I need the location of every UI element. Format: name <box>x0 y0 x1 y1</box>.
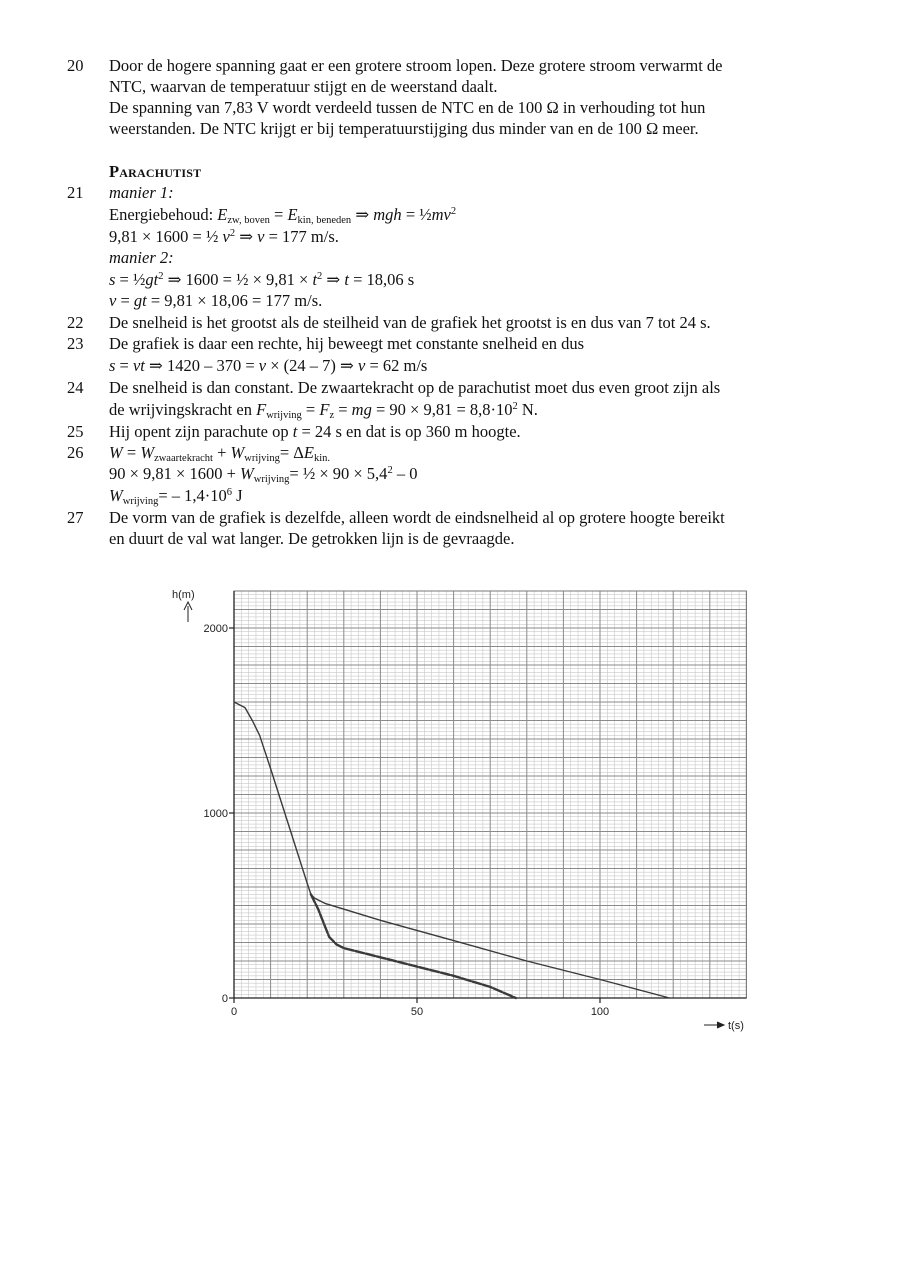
q24-number: 24 <box>67 378 84 397</box>
height-time-graph <box>166 582 762 1034</box>
q20-number: 20 <box>67 56 84 75</box>
x-tick-label: 0 <box>230 1006 238 1018</box>
x-axis-label: t(s) <box>728 1020 744 1032</box>
y-tick-label: 1000 <box>203 808 228 820</box>
q27-number: 27 <box>67 508 84 527</box>
grid-major <box>234 591 746 998</box>
q25-number: 25 <box>67 422 84 441</box>
q26-number: 26 <box>67 443 84 462</box>
x-axis-arrow-icon <box>717 1022 724 1028</box>
q23-number: 23 <box>67 334 84 353</box>
y-axis-label: h(m) <box>172 589 195 601</box>
labels <box>172 589 744 1032</box>
q22-number: 22 <box>67 313 84 332</box>
x-tick-label: 100 <box>590 1006 610 1018</box>
y-tick-label: 2000 <box>203 623 228 635</box>
x-tick-label: 50 <box>410 1006 424 1018</box>
q21-number: 21 <box>67 183 84 202</box>
y-tick-label: 0 <box>221 993 228 1005</box>
